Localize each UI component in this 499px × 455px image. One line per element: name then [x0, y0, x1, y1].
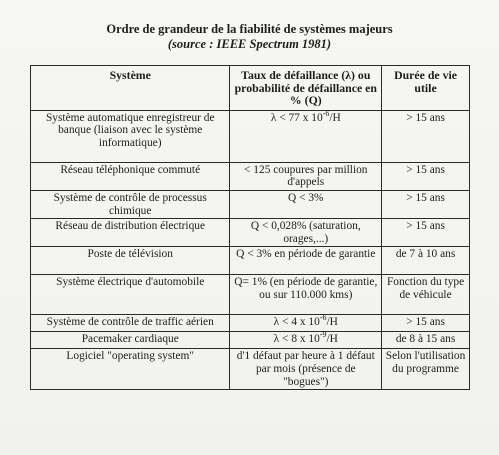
- table-row: [31, 247, 470, 275]
- rate-base: λ < 8 x 10: [273, 333, 320, 346]
- cell-system: Système de contrôle de processus chimique: [31, 190, 230, 218]
- cell-rate: Q= 1% (en période de garantie, ou sur 110.000 kms): [230, 275, 382, 315]
- source-citation: (source : IEEE Spectrum 1981): [167, 37, 332, 51]
- cell-system: Réseau téléphonique commuté: [31, 162, 230, 190]
- cell-rate: Q < 0,028% (saturation, orages,...): [230, 219, 382, 247]
- table-row: [31, 315, 470, 332]
- table-row: [31, 275, 470, 315]
- header-system: Système: [31, 66, 230, 111]
- rate-unit: /H: [326, 333, 338, 346]
- rate-exponent: -6: [322, 108, 330, 118]
- rate-exponent: -6: [319, 313, 327, 323]
- rate-base: λ < 77 x 10: [270, 111, 323, 124]
- cell-life: Fonction du type de véhicule: [382, 275, 470, 315]
- rate-unit: /H: [329, 111, 341, 124]
- cell-system: Logiciel "operating system": [31, 349, 230, 390]
- table-row: [31, 332, 470, 349]
- header-failure-rate: Taux de défaillance (λ) ou probabilité de défaillance en % (Q): [230, 66, 382, 111]
- cell-rate: Q < 3%: [230, 190, 382, 218]
- cell-rate: d'1 défaut par heure à 1 défaut par mois (présence de "bogues"): [230, 349, 382, 390]
- table-row: [31, 110, 470, 162]
- cell-rate: [230, 110, 382, 162]
- cell-life: de 8 à 15 ans: [382, 332, 470, 349]
- cell-system: Système automatique enregistreur de banque (liaison avec le système informatique): [31, 110, 230, 162]
- cell-life: > 15 ans: [382, 190, 470, 218]
- cell-system: Système électrique d'automobile: [31, 275, 230, 315]
- document-subtitle: [0, 37, 499, 52]
- cell-life: > 15 ans: [382, 110, 470, 162]
- cell-rate: [230, 332, 382, 349]
- table-header-row: [31, 66, 470, 111]
- cell-life: > 15 ans: [382, 219, 470, 247]
- cell-life: de 7 à 10 ans: [382, 247, 470, 275]
- cell-system: Système de contrôle de traffic aérien: [31, 315, 230, 332]
- cell-system: Pacemaker cardiaque: [31, 332, 230, 349]
- rate-exponent: -9: [319, 330, 327, 340]
- table-row: [31, 219, 470, 247]
- cell-rate: Q < 3% en période de garantie: [230, 247, 382, 275]
- header-useful-life: Durée de vie utile: [382, 66, 470, 111]
- cell-rate: < 125 coupures par million d'appels: [230, 162, 382, 190]
- rate-base: λ < 4 x 10: [273, 316, 320, 329]
- table-row: [31, 162, 470, 190]
- cell-system: Réseau de distribution électrique: [31, 219, 230, 247]
- cell-system: Poste de télévision: [31, 247, 230, 275]
- cell-rate: [230, 315, 382, 332]
- document-title: Ordre de grandeur de la fiabilité de systèmes majeurs: [106, 22, 393, 36]
- reliability-table: [30, 65, 470, 390]
- table-row: [31, 349, 470, 390]
- rate-unit: /H: [326, 316, 338, 329]
- table-row: [31, 190, 470, 218]
- cell-life: Selon l'utilisation du programme: [382, 349, 470, 390]
- cell-life: > 15 ans: [382, 315, 470, 332]
- cell-life: > 15 ans: [382, 162, 470, 190]
